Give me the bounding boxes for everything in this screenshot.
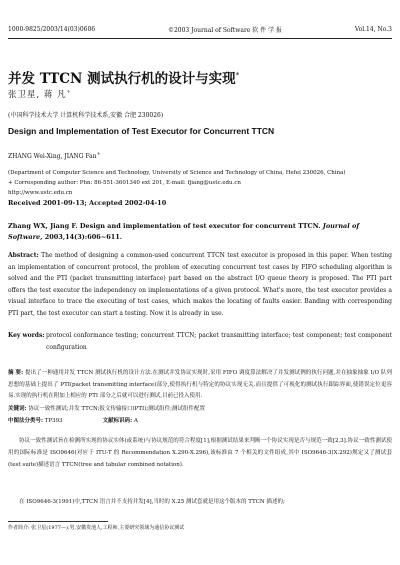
clc-code — [8, 416, 63, 424]
abstract-label: Abstract: — [8, 252, 39, 259]
author-footnote: 作者简介: 张卫星(1977—),男,安徽贵池人,工程师,主要研究领域为通信协议测试 — [8, 525, 185, 531]
title-english: Design and Implementation of Test Executor for Concurrent TTCN — [8, 126, 275, 136]
keywords-cn-text: 协议一致性测试;并发 TTCN;报文传输接口(PTI);测试组件;测试组件配置 — [28, 406, 206, 412]
affiliation-chinese: (中国科学技术大学 计算机科学技术系,安徽 合肥 230026) — [8, 112, 164, 119]
affiliation-english: (Department of Computer Science and Technology, University of Science and Technology of China, Hefei 230026, China) — [8, 170, 346, 176]
running-header — [8, 24, 392, 34]
authors-chinese-text: 张卫星, 蒋 凡 — [8, 90, 67, 100]
authors-english — [8, 151, 392, 160]
abstract-text: The method of designing a common-used concurrent TTCN test executor is proposed in this paper. When testing an implementation of concurrent protocol, the problem of executing concurrent test cases by FIFO scheduling algorithm is solved and the PTI (packet transmitting interface) part based on the abstract I/O queue theory is proposed. The PTI part offers the test executor the independency on implementations of a given protocol. What's more, the test executor provides a visual interface to trace the executing of test cases, which makes the locating of faults easier. Banding with corresponding PTI part, the test executor can start a testing. Now it is already in use. — [8, 252, 392, 317]
abstract-cn-label: 摘 要: — [8, 370, 24, 376]
doc-code-label: 文献标识码: — [102, 418, 133, 424]
corresponding-mark-cn: + — [66, 89, 72, 96]
document-code — [103, 416, 138, 424]
citation-journal: Journal of Software — [8, 222, 360, 241]
authors-english-text: ZHANG Wei-Xing, JIANG Fan — [8, 153, 97, 160]
corresponding-author: + Corresponding author: Phn: 86-551-3601340 ext 201, E-mail: fjiang@ustc.edu.cn — [8, 180, 241, 186]
institution-url[interactable]: http://www.ustc.edu.cn — [8, 190, 73, 196]
abstract-chinese — [8, 368, 392, 403]
citation-suffix: , 2003,14(3):606~611. — [40, 233, 123, 241]
abstract-cn-text: 提出了一种通用并发 TTCN 测试执行机的设计方法.在测试并发协议实现时,采用 FIFO 调度算法解决了并发测试例的执行问题,并在抽象抽象 I/O 队列思想的基础上提出了 PTI(packet transmitting interface)部分,使得执行机与特定的协议实现无关.而且提供了可视化的测试执行跟踪界面,使错误定位更容易.实现的执行机在附加上相应的 PTI 部分之后就可以进行测试,目前已投入使用. — [8, 370, 392, 399]
body-paragraph-1: 协议一致性测试旨在检测所实现的协议实体(或系统)与协议规范的符合程度[1],根据测试结果来判断一个协议实现是否与规范一致[2,3].协议一致性测试使用的国际标准是 ISO9646(对应于 ITU-T 的 Recommendation X.290-X.296),该标准由 7 个相关的文件组成,其中 ISO9646-3(X.292)规定又了测试套(test suite)描述语言 TTCN(tree and tabular combined notation). — [8, 438, 392, 468]
header-issn: 1000-9825/2003/14(03)0606 — [8, 25, 96, 33]
keywords-english — [8, 330, 392, 353]
title-chinese-text: 并发 TTCN 测试执行机的设计与实现 — [8, 71, 236, 87]
citation — [8, 221, 392, 243]
corresponding-mark-en: + — [96, 151, 101, 157]
abstract-english — [8, 250, 392, 319]
keywords-label: Key words: — [8, 332, 45, 339]
title-chinese — [8, 67, 392, 87]
keywords-chinese — [8, 404, 392, 412]
received-accepted-dates: Received 2001-09-13; Accepted 2002-04-10 — [8, 199, 167, 207]
citation-prefix: Zhang WX, Jiang F. Design and implementation of test executor for concurrent TTCN. — [8, 222, 323, 230]
body-paragraph-2: 在 ISO9646-3(1991)中,TTCN 语言并不支持并发[4],当时的 X.25 测试套就是用这个版本的 TTCN 描述的; — [19, 499, 285, 505]
keywords-cn-label: 关键词: — [8, 406, 27, 412]
keywords-text: protocol conformance testing; concurrent TTCN; packet transmitting interface; test component; test component configuration — [46, 332, 392, 351]
classification-codes — [8, 416, 392, 424]
doc-code-value: A — [133, 418, 138, 424]
title-footnote-mark: * — [235, 71, 240, 80]
footnote-rule — [8, 521, 108, 522]
header-volume: Vol.14, No.3 — [354, 25, 392, 33]
header-journal: ©2003 Journal of Software 软 件 学 报 — [167, 26, 282, 34]
authors-chinese — [8, 88, 392, 100]
clc-value: TP393 — [44, 418, 63, 424]
clc-label: 中图法分类号: — [8, 418, 44, 424]
header-rule — [8, 38, 392, 39]
